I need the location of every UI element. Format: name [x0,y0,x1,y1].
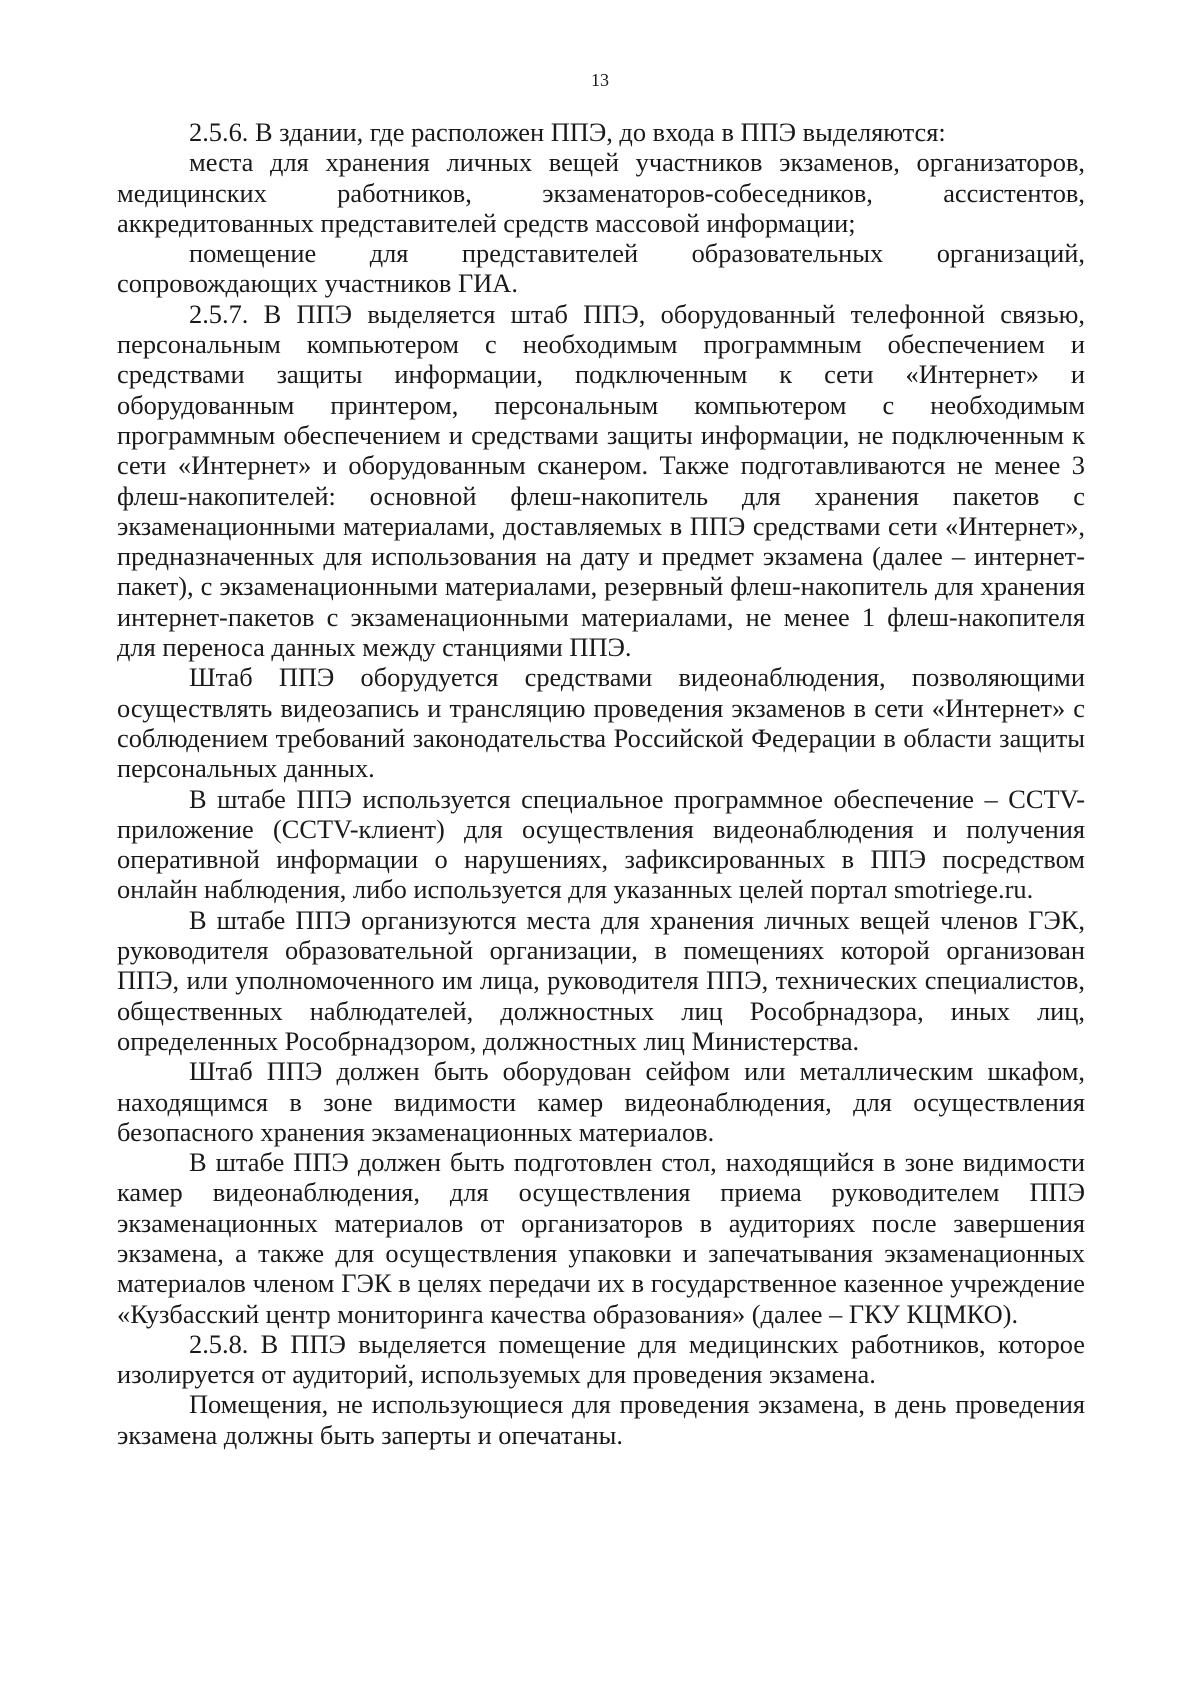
paragraph-table: В штабе ППЭ должен быть подготовлен стол, находящийся в зоне видимости камер видеонаблюдения, для осуществления приема руководителем ППЭ экзаменационных материалов от организаторов в аудиториях после завершения экзамена, а также для осуществления упаковки и запечатывания экзаменационных материалов членом ГЭК в целях передачи их в государственное казенное учреждение «Кузбасский центр мониторинга качества образования» (далее – ГКУ КЦМКО). [117,1147,1085,1329]
paragraph-storage-places: места для хранения личных вещей участников экзаменов, организаторов, медицинских работников, экзаменаторов-собеседников, ассистентов, аккредитованных представителей средств массовой информации; [117,147,1085,238]
paragraph-2-5-6: 2.5.6. В здании, где расположен ППЭ, до входа в ППЭ выделяются: [189,117,946,147]
paragraph-cctv-software: В штабе ППЭ используется специальное программное обеспечение – CCTV-приложение (CCTV-клиент) для осуществления видеонаблюдения и получения оперативной информации о нарушениях, зафиксированных в ППЭ посредством онлайн наблюдения, либо используется для указанных целей портал smotriege.ru. [117,783,1085,905]
paragraph-safe: Штаб ППЭ должен быть оборудован сейфом или металлическим шкафом, находящимся в зоне видимости камер видеонаблюдения, для осуществления безопасного хранения экзаменационных материалов. [117,1056,1085,1147]
page-number: 13 [591,70,609,90]
paragraph-2-5-8: 2.5.8. В ППЭ выделяется помещение для медицинских работников, которое изолируется от аудиторий, используемых для проведения экзамена. [117,1328,1085,1390]
paragraph-sealed-rooms: Помещения, не использующиеся для проведения экзамена, в день проведения экзамена должны быть заперты и опечатаны. [117,1389,1085,1450]
paragraph-representatives-room: помещение для представителей образовательных организаций, сопровождающих участников ГИА. [117,238,1085,299]
paragraph-hq-storage-places: В штабе ППЭ организуются места для хранения личных вещей членов ГЭК, руководителя образовательной организации, в помещениях которой организован ППЭ, или уполномоченного им лица, руководителя ППЭ, технических специалистов, общественных наблюдателей, должностных лиц Рособрнадзора, иных лиц, определенных Рособрнадзором, должностных лиц Министерства. [117,904,1085,1056]
paragraph-video-surveillance: Штаб ППЭ оборудуется средствами видеонаблюдения, позволяющими осуществлять видеозапись и трансляцию проведения экзаменов в сети «Интернет» с соблюдением требований законодательства Российской Федерации в области защиты персональных данных. [117,662,1085,784]
document-body [117,117,1085,1450]
paragraph-2-5-7: 2.5.7. В ППЭ выделяется штаб ППЭ, оборудованный телефонной связью, персональным компьютером с необходимым программным обеспечением и средствами защиты информации, подключенным к сети «Интернет» и оборудованным принтером, персональным компьютером с необходимым программным обеспечением и средствами защиты информации, не подключенным к сети «Интернет» и оборудованным сканером. Также подготавливаются не менее 3 флеш-накопителей: основной флеш-накопитель для хранения пакетов с экзаменационными материалами, доставляемых в ППЭ средствами сети «Интернет», предназначенных для использования на дату и предмет экзамена (далее – интернет-пакет), с экзаменационными материалами, резервный флеш-накопитель для хранения интернет-пакетов с экзаменационными материалами, не менее 1 флеш-накопителя для переноса данных между станциями ППЭ. [117,298,1085,663]
